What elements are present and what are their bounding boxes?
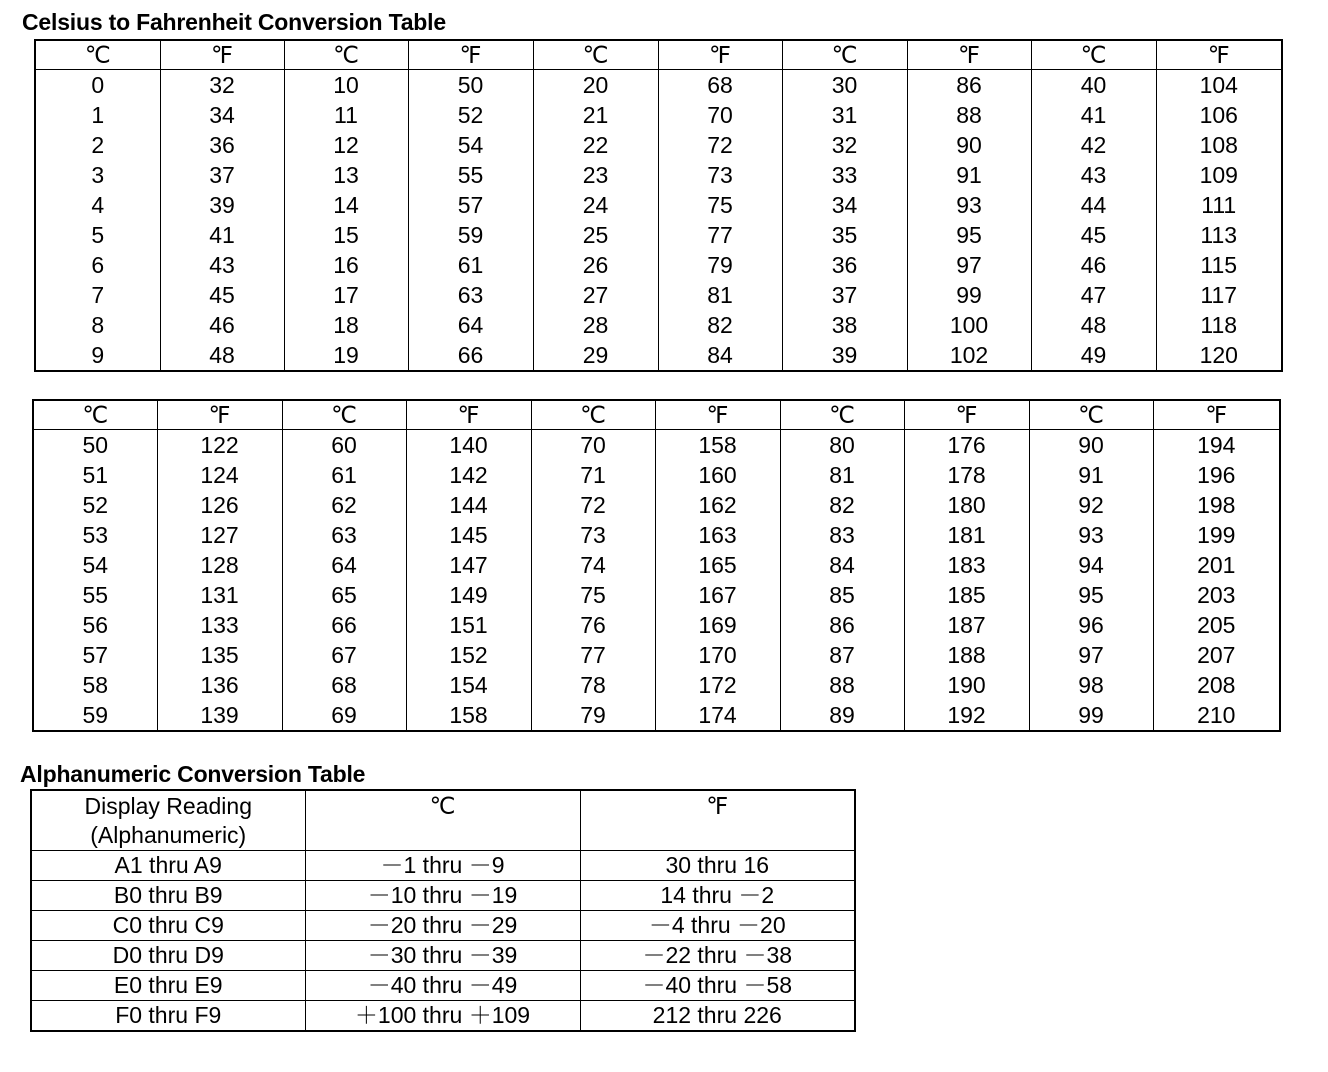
fahrenheit-cell: 188 — [904, 640, 1029, 670]
celsius-cell: 83 — [780, 520, 904, 550]
fahrenheit-cell: 162 — [655, 490, 780, 520]
table-row — [35, 130, 1282, 160]
celsius-cell: 40 — [1031, 70, 1156, 101]
table-row — [33, 460, 1280, 490]
celsius-cell: 1 — [35, 100, 160, 130]
header-fahrenheit: ℉ — [907, 40, 1031, 70]
fahrenheit-cell: 198 — [1153, 490, 1280, 520]
fahrenheit-cell: 63 — [408, 280, 533, 310]
header-fahrenheit: ℉ — [157, 400, 282, 430]
celsius-cell: 75 — [531, 580, 655, 610]
celsius-cell: 2 — [35, 130, 160, 160]
celsius-cell: 48 — [1031, 310, 1156, 340]
fahrenheit-cell: 48 — [160, 340, 284, 371]
fahrenheit-cell: 90 — [907, 130, 1031, 160]
header-fahrenheit: ℉ — [655, 400, 780, 430]
fahrenheit-cell: 79 — [658, 250, 782, 280]
table-row — [33, 640, 1280, 670]
celsius-cell: 36 — [782, 250, 907, 280]
fahrenheit-cell: 135 — [157, 640, 282, 670]
table-row — [35, 280, 1282, 310]
fahrenheit-cell: 142 — [406, 460, 531, 490]
table-row — [33, 700, 1280, 731]
celsius-cell: 6 — [35, 250, 160, 280]
fahrenheit-range-cell: 14 thru －2 — [580, 881, 855, 911]
celsius-cell: 59 — [33, 700, 157, 731]
fahrenheit-cell: 140 — [406, 430, 531, 461]
celsius-cell: 39 — [782, 340, 907, 371]
celsius-cell: 74 — [531, 550, 655, 580]
celsius-cell: 27 — [533, 280, 658, 310]
table-row — [35, 250, 1282, 280]
celsius-cell: 85 — [780, 580, 904, 610]
fahrenheit-cell: 160 — [655, 460, 780, 490]
fahrenheit-cell: 144 — [406, 490, 531, 520]
celsius-range-cell: －10 thru －19 — [305, 881, 580, 911]
celsius-cell: 0 — [35, 70, 160, 101]
table-row — [33, 550, 1280, 580]
fahrenheit-cell: 126 — [157, 490, 282, 520]
celsius-cell: 7 — [35, 280, 160, 310]
celsius-cell: 72 — [531, 490, 655, 520]
fahrenheit-cell: 133 — [157, 610, 282, 640]
celsius-cell: 46 — [1031, 250, 1156, 280]
celsius-cell: 50 — [33, 430, 157, 461]
fahrenheit-cell: 207 — [1153, 640, 1280, 670]
header-celsius: ℃ — [1029, 400, 1153, 430]
celsius-cell: 77 — [531, 640, 655, 670]
fahrenheit-cell: 149 — [406, 580, 531, 610]
display-reading-cell: E0 thru E9 — [31, 971, 305, 1001]
celsius-range-cell: －1 thru －9 — [305, 851, 580, 881]
fahrenheit-cell: 102 — [907, 340, 1031, 371]
fahrenheit-cell: 61 — [408, 250, 533, 280]
celsius-cell: 34 — [782, 190, 907, 220]
fahrenheit-cell: 178 — [904, 460, 1029, 490]
fahrenheit-cell: 136 — [157, 670, 282, 700]
fahrenheit-cell: 66 — [408, 340, 533, 371]
celsius-cell: 82 — [780, 490, 904, 520]
fahrenheit-cell: 205 — [1153, 610, 1280, 640]
display-reading-cell: B0 thru B9 — [31, 881, 305, 911]
celsius-cell: 35 — [782, 220, 907, 250]
fahrenheit-cell: 118 — [1156, 310, 1282, 340]
fahrenheit-cell: 181 — [904, 520, 1029, 550]
celsius-cell: 86 — [780, 610, 904, 640]
fahrenheit-cell: 93 — [907, 190, 1031, 220]
celsius-cell: 78 — [531, 670, 655, 700]
fahrenheit-cell: 199 — [1153, 520, 1280, 550]
celsius-cell: 89 — [780, 700, 904, 731]
celsius-cell: 16 — [284, 250, 408, 280]
table-row — [33, 610, 1280, 640]
fahrenheit-cell: 54 — [408, 130, 533, 160]
header-celsius: ℃ — [284, 40, 408, 70]
celsius-cell: 45 — [1031, 220, 1156, 250]
celsius-cell: 98 — [1029, 670, 1153, 700]
celsius-cell: 56 — [33, 610, 157, 640]
celsius-cell: 70 — [531, 430, 655, 461]
celsius-cell: 37 — [782, 280, 907, 310]
fahrenheit-cell: 81 — [658, 280, 782, 310]
fahrenheit-cell: 104 — [1156, 70, 1282, 101]
header-celsius: ℃ — [533, 40, 658, 70]
celsius-cell: 11 — [284, 100, 408, 130]
celsius-cell: 13 — [284, 160, 408, 190]
celsius-cell: 22 — [533, 130, 658, 160]
fahrenheit-range-cell: －22 thru －38 — [580, 941, 855, 971]
fahrenheit-cell: 75 — [658, 190, 782, 220]
fahrenheit-cell: 88 — [907, 100, 1031, 130]
fahrenheit-cell: 124 — [157, 460, 282, 490]
celsius-cell: 33 — [782, 160, 907, 190]
fahrenheit-cell: 170 — [655, 640, 780, 670]
header-fahrenheit: ℉ — [406, 400, 531, 430]
celsius-cell: 65 — [282, 580, 406, 610]
table-row — [33, 520, 1280, 550]
fahrenheit-cell: 106 — [1156, 100, 1282, 130]
fahrenheit-cell: 183 — [904, 550, 1029, 580]
celsius-cell: 18 — [284, 310, 408, 340]
celsius-cell: 71 — [531, 460, 655, 490]
celsius-cell: 80 — [780, 430, 904, 461]
celsius-cell: 47 — [1031, 280, 1156, 310]
celsius-cell: 32 — [782, 130, 907, 160]
celsius-range-cell: －30 thru －39 — [305, 941, 580, 971]
celsius-cell: 94 — [1029, 550, 1153, 580]
celsius-cell: 95 — [1029, 580, 1153, 610]
fahrenheit-cell: 208 — [1153, 670, 1280, 700]
fahrenheit-cell: 91 — [907, 160, 1031, 190]
celsius-cell: 90 — [1029, 430, 1153, 461]
fahrenheit-cell: 39 — [160, 190, 284, 220]
fahrenheit-cell: 111 — [1156, 190, 1282, 220]
table-row — [33, 490, 1280, 520]
celsius-cell: 67 — [282, 640, 406, 670]
fahrenheit-range-cell: 212 thru 226 — [580, 1001, 855, 1032]
celsius-cell: 53 — [33, 520, 157, 550]
celsius-cell: 8 — [35, 310, 160, 340]
fahrenheit-cell: 68 — [658, 70, 782, 101]
celsius-cell: 49 — [1031, 340, 1156, 371]
header-celsius: ℃ — [35, 40, 160, 70]
celsius-cell: 38 — [782, 310, 907, 340]
header-fahrenheit: ℉ — [408, 40, 533, 70]
header-fahrenheit: ℉ — [658, 40, 782, 70]
celsius-cell: 21 — [533, 100, 658, 130]
celsius-fahrenheit-table-title: Celsius to Fahrenheit Conversion Table — [22, 9, 446, 35]
fahrenheit-range-cell: －40 thru －58 — [580, 971, 855, 1001]
fahrenheit-cell: 145 — [406, 520, 531, 550]
celsius-cell: 93 — [1029, 520, 1153, 550]
fahrenheit-cell: 100 — [907, 310, 1031, 340]
display-reading-cell: D0 thru D9 — [31, 941, 305, 971]
table-row — [31, 911, 855, 941]
celsius-cell: 15 — [284, 220, 408, 250]
display-reading-cell: F0 thru F9 — [31, 1001, 305, 1032]
fahrenheit-cell: 190 — [904, 670, 1029, 700]
celsius-cell: 41 — [1031, 100, 1156, 130]
celsius-cell: 54 — [33, 550, 157, 580]
fahrenheit-cell: 163 — [655, 520, 780, 550]
fahrenheit-cell: 158 — [655, 430, 780, 461]
table-row — [33, 670, 1280, 700]
fahrenheit-cell: 50 — [408, 70, 533, 101]
celsius-cell: 9 — [35, 340, 160, 371]
table-row — [31, 881, 855, 911]
celsius-cell: 87 — [780, 640, 904, 670]
fahrenheit-cell: 73 — [658, 160, 782, 190]
celsius-cell: 23 — [533, 160, 658, 190]
celsius-cell: 92 — [1029, 490, 1153, 520]
celsius-cell: 66 — [282, 610, 406, 640]
fahrenheit-cell: 70 — [658, 100, 782, 130]
fahrenheit-cell: 203 — [1153, 580, 1280, 610]
fahrenheit-cell: 120 — [1156, 340, 1282, 371]
celsius-cell: 73 — [531, 520, 655, 550]
celsius-range-cell: ＋100 thru ＋109 — [305, 1001, 580, 1032]
header-display-reading-line1: Display Reading — [84, 793, 252, 819]
celsius-cell: 44 — [1031, 190, 1156, 220]
fahrenheit-cell: 201 — [1153, 550, 1280, 580]
fahrenheit-cell: 174 — [655, 700, 780, 731]
display-reading-cell: A1 thru A9 — [31, 851, 305, 881]
header-celsius: ℃ — [282, 400, 406, 430]
fahrenheit-cell: 36 — [160, 130, 284, 160]
celsius-cell: 31 — [782, 100, 907, 130]
celsius-cell: 42 — [1031, 130, 1156, 160]
header-celsius: ℃ — [782, 40, 907, 70]
celsius-cell: 62 — [282, 490, 406, 520]
table-header-row — [33, 400, 1280, 430]
fahrenheit-cell: 72 — [658, 130, 782, 160]
celsius-cell: 84 — [780, 550, 904, 580]
celsius-cell: 20 — [533, 70, 658, 101]
conversion-table-0-49 — [34, 39, 1283, 372]
table-row — [31, 941, 855, 971]
fahrenheit-cell: 37 — [160, 160, 284, 190]
fahrenheit-cell: 194 — [1153, 430, 1280, 461]
celsius-cell: 99 — [1029, 700, 1153, 731]
table-row — [31, 1001, 855, 1032]
header-fahrenheit: ℉ — [1156, 40, 1282, 70]
fahrenheit-cell: 131 — [157, 580, 282, 610]
fahrenheit-cell: 165 — [655, 550, 780, 580]
celsius-range-cell: －20 thru －29 — [305, 911, 580, 941]
celsius-cell: 26 — [533, 250, 658, 280]
fahrenheit-cell: 97 — [907, 250, 1031, 280]
fahrenheit-cell: 95 — [907, 220, 1031, 250]
celsius-cell: 30 — [782, 70, 907, 101]
fahrenheit-cell: 59 — [408, 220, 533, 250]
celsius-cell: 51 — [33, 460, 157, 490]
header-celsius: ℃ — [531, 400, 655, 430]
alphanumeric-conversion-table — [30, 789, 856, 1032]
celsius-cell: 58 — [33, 670, 157, 700]
celsius-cell: 12 — [284, 130, 408, 160]
fahrenheit-cell: 122 — [157, 430, 282, 461]
fahrenheit-cell: 77 — [658, 220, 782, 250]
header-fahrenheit: ℉ — [580, 790, 855, 851]
celsius-cell: 97 — [1029, 640, 1153, 670]
fahrenheit-cell: 167 — [655, 580, 780, 610]
table-row — [35, 100, 1282, 130]
fahrenheit-cell: 169 — [655, 610, 780, 640]
celsius-cell: 60 — [282, 430, 406, 461]
table-row — [33, 430, 1280, 461]
celsius-cell: 10 — [284, 70, 408, 101]
celsius-cell: 43 — [1031, 160, 1156, 190]
fahrenheit-cell: 151 — [406, 610, 531, 640]
celsius-cell: 17 — [284, 280, 408, 310]
celsius-cell: 81 — [780, 460, 904, 490]
table-row — [31, 971, 855, 1001]
table-row — [35, 220, 1282, 250]
header-fahrenheit: ℉ — [160, 40, 284, 70]
fahrenheit-cell: 34 — [160, 100, 284, 130]
celsius-cell: 24 — [533, 190, 658, 220]
header-celsius: ℃ — [305, 790, 580, 851]
fahrenheit-cell: 117 — [1156, 280, 1282, 310]
fahrenheit-cell: 152 — [406, 640, 531, 670]
celsius-cell: 68 — [282, 670, 406, 700]
alphanumeric-table-title: Alphanumeric Conversion Table — [20, 761, 366, 787]
table-row — [35, 160, 1282, 190]
fahrenheit-cell: 52 — [408, 100, 533, 130]
table-row — [35, 310, 1282, 340]
celsius-cell: 3 — [35, 160, 160, 190]
fahrenheit-cell: 84 — [658, 340, 782, 371]
fahrenheit-cell: 147 — [406, 550, 531, 580]
table-header-row — [31, 790, 855, 851]
fahrenheit-cell: 46 — [160, 310, 284, 340]
celsius-cell: 4 — [35, 190, 160, 220]
fahrenheit-cell: 115 — [1156, 250, 1282, 280]
fahrenheit-cell: 176 — [904, 430, 1029, 461]
conversion-table-50-99 — [32, 399, 1281, 732]
fahrenheit-cell: 154 — [406, 670, 531, 700]
header-fahrenheit: ℉ — [904, 400, 1029, 430]
celsius-cell: 88 — [780, 670, 904, 700]
celsius-cell: 52 — [33, 490, 157, 520]
table-header-row — [35, 40, 1282, 70]
fahrenheit-cell: 108 — [1156, 130, 1282, 160]
header-celsius: ℃ — [780, 400, 904, 430]
celsius-cell: 91 — [1029, 460, 1153, 490]
fahrenheit-cell: 86 — [907, 70, 1031, 101]
fahrenheit-cell: 55 — [408, 160, 533, 190]
celsius-cell: 29 — [533, 340, 658, 371]
fahrenheit-cell: 64 — [408, 310, 533, 340]
fahrenheit-cell: 187 — [904, 610, 1029, 640]
celsius-range-cell: －40 thru －49 — [305, 971, 580, 1001]
fahrenheit-cell: 109 — [1156, 160, 1282, 190]
table-row — [35, 190, 1282, 220]
fahrenheit-cell: 32 — [160, 70, 284, 101]
celsius-cell: 76 — [531, 610, 655, 640]
fahrenheit-cell: 57 — [408, 190, 533, 220]
fahrenheit-cell: 128 — [157, 550, 282, 580]
table-row — [35, 70, 1282, 101]
celsius-cell: 14 — [284, 190, 408, 220]
header-fahrenheit: ℉ — [1153, 400, 1280, 430]
table-row — [33, 580, 1280, 610]
table-row — [31, 851, 855, 881]
celsius-cell: 55 — [33, 580, 157, 610]
header-celsius: ℃ — [33, 400, 157, 430]
fahrenheit-cell: 99 — [907, 280, 1031, 310]
fahrenheit-cell: 113 — [1156, 220, 1282, 250]
fahrenheit-cell: 172 — [655, 670, 780, 700]
table-row — [35, 340, 1282, 371]
celsius-cell: 64 — [282, 550, 406, 580]
fahrenheit-cell: 192 — [904, 700, 1029, 731]
display-reading-cell: C0 thru C9 — [31, 911, 305, 941]
celsius-cell: 25 — [533, 220, 658, 250]
header-display-reading-line2: (Alphanumeric) — [90, 822, 247, 848]
celsius-cell: 69 — [282, 700, 406, 731]
celsius-cell: 96 — [1029, 610, 1153, 640]
celsius-cell: 19 — [284, 340, 408, 371]
header-celsius: ℃ — [1031, 40, 1156, 70]
fahrenheit-cell: 45 — [160, 280, 284, 310]
header-display-reading — [31, 790, 305, 851]
fahrenheit-range-cell: 30 thru 16 — [580, 851, 855, 881]
fahrenheit-cell: 139 — [157, 700, 282, 731]
celsius-cell: 28 — [533, 310, 658, 340]
celsius-cell: 57 — [33, 640, 157, 670]
fahrenheit-cell: 210 — [1153, 700, 1280, 731]
fahrenheit-cell: 196 — [1153, 460, 1280, 490]
fahrenheit-cell: 82 — [658, 310, 782, 340]
fahrenheit-cell: 180 — [904, 490, 1029, 520]
fahrenheit-cell: 41 — [160, 220, 284, 250]
fahrenheit-cell: 158 — [406, 700, 531, 731]
fahrenheit-cell: 43 — [160, 250, 284, 280]
fahrenheit-cell: 185 — [904, 580, 1029, 610]
celsius-cell: 79 — [531, 700, 655, 731]
fahrenheit-range-cell: －4 thru －20 — [580, 911, 855, 941]
fahrenheit-cell: 127 — [157, 520, 282, 550]
celsius-cell: 5 — [35, 220, 160, 250]
celsius-cell: 61 — [282, 460, 406, 490]
celsius-cell: 63 — [282, 520, 406, 550]
